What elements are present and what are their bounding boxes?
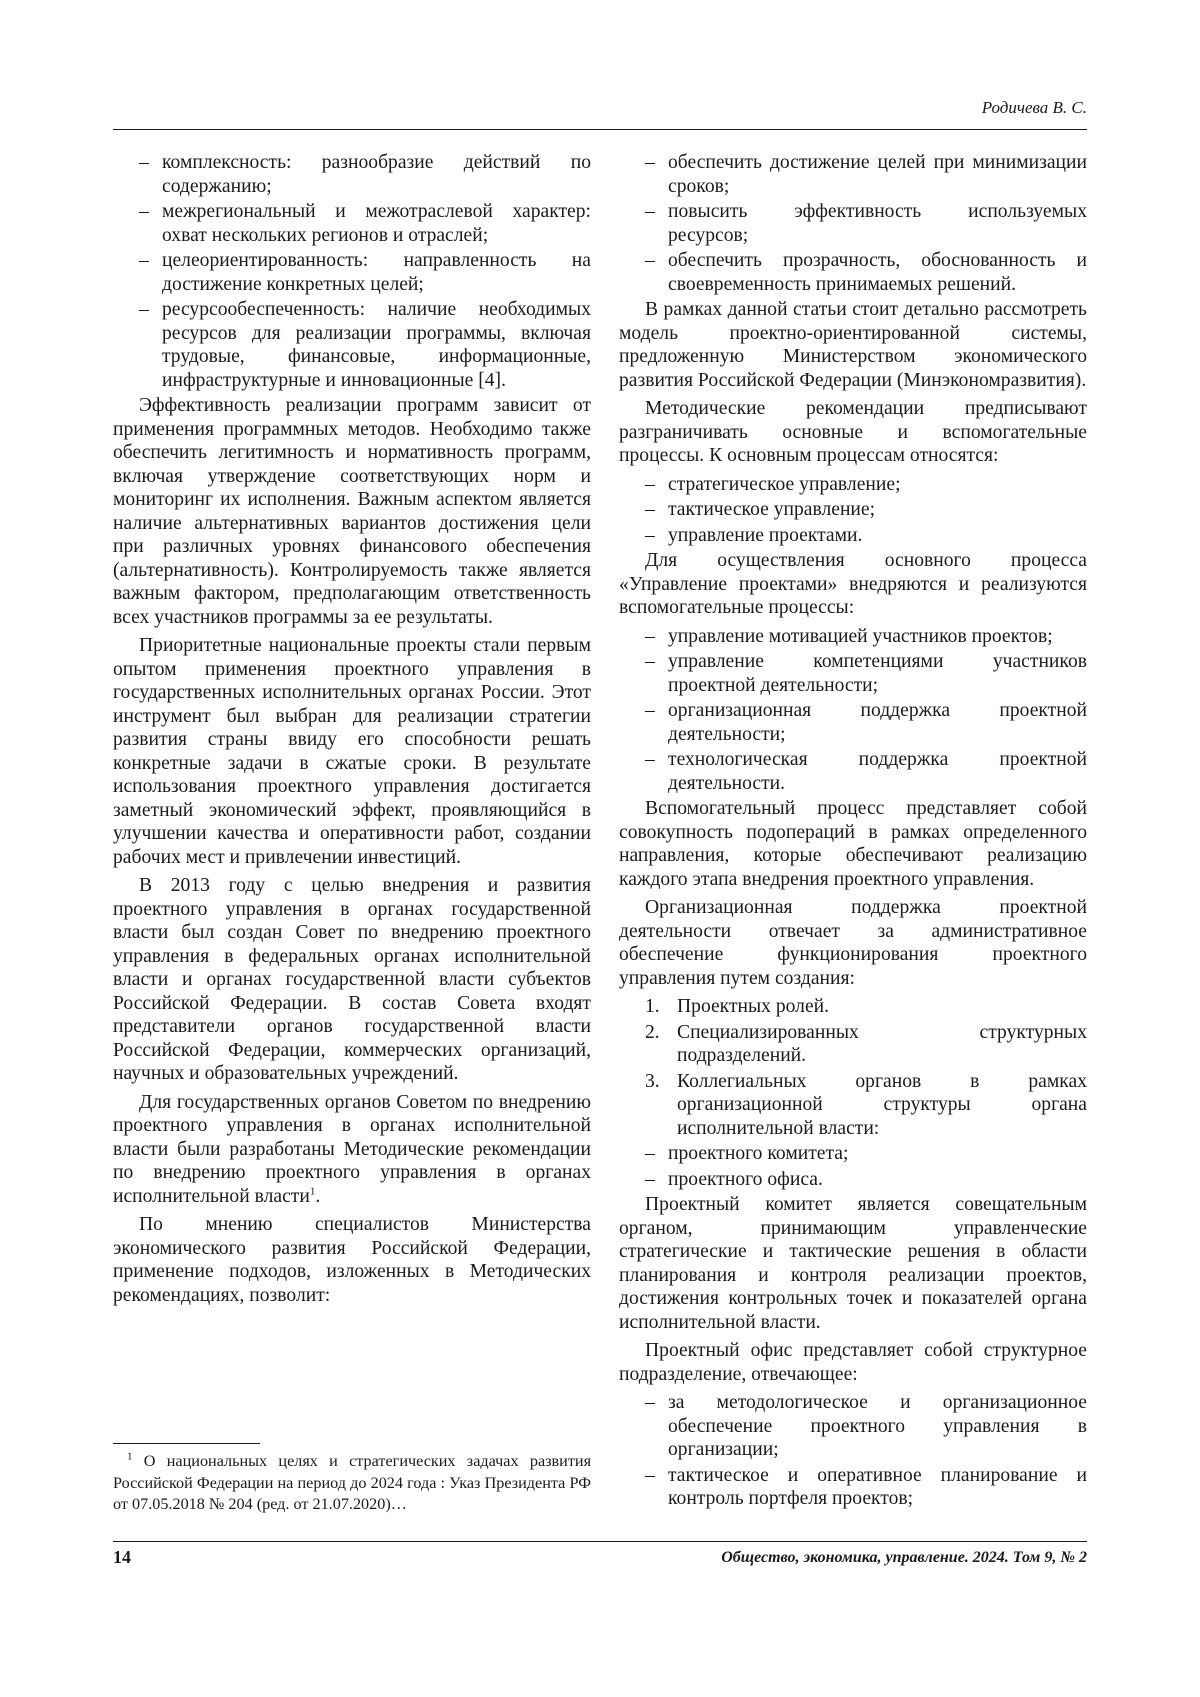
paragraph-text: В 2013 году с целью внедрения и развития проектного управления в органах государственной власти был создан Совет по внедрению проектного управления в федеральных органах исполнительной власти и органах государственной власти субъектов Российской Федерации. В состав Совета входят представители органов государственной власти Российской Федерации, коммерческих организаций, научных и образовательных учреждений.: [113, 875, 591, 1084]
list-item-text: целеориентированность: направленность на достижение конкретных целей;: [162, 250, 591, 295]
list-marker: 3.: [645, 1070, 660, 1092]
page-number: 14: [113, 1547, 131, 1567]
list-item: [113, 200, 591, 247]
list-item: [113, 298, 591, 392]
list-item-text: Специализированных структурных подразделений.: [677, 1021, 1087, 1066]
list-marker: –: [139, 201, 149, 222]
list-item-text: проектного комитета;: [668, 1143, 849, 1164]
list-marker: –: [645, 473, 655, 495]
footnote-rule: [113, 1443, 260, 1444]
list-item: [113, 249, 591, 296]
list-item: [619, 1391, 1087, 1462]
running-head-author: Родичева В. С.: [981, 98, 1087, 117]
paragraph-text: В рамках данной статьи стоит детально рассмотреть модель проектно-ориентированной системы, предложенную Министерством экономического развития Российской Федерации (Минэкономразвития).: [619, 299, 1087, 391]
list-item: [113, 151, 591, 198]
list-item-text: управление проектами.: [668, 524, 863, 546]
list-item: [619, 1464, 1087, 1511]
list-marker: –: [645, 201, 655, 222]
paragraph-text: Для осуществления основного процесса «Управление проектами» внедряются и реализуются вспомогательные процессы:: [619, 550, 1087, 618]
list-marker: –: [645, 749, 655, 770]
list-item: [619, 1070, 1087, 1141]
paragraph-text: Проектный комитет является совещательным органом, принимающим управленческие стратегические и тактические решения в области планирования и контроля реализации проектов, достижения контрольных точек и показателей органа исполнительной власти.: [619, 1194, 1087, 1333]
list-marker: –: [645, 700, 655, 721]
paragraph-text: Организационная поддержка проектной деятельности отвечает за административное обеспечение функционирования проектного управления путем создания:: [619, 897, 1087, 989]
list-item-text: обеспечить достижение целей при минимизации сроков;: [668, 152, 1087, 197]
list-item: [619, 1021, 1087, 1068]
list-marker: –: [139, 299, 149, 320]
list-marker: 1.: [645, 996, 660, 1017]
journal-citation: Общество, экономика, управление. 2024. Том 9, № 2: [721, 1549, 1087, 1566]
list-marker: –: [645, 651, 655, 672]
list-item: [619, 200, 1087, 247]
list-item-text: ресурсообеспеченность: наличие необходимых ресурсов для реализации программы, включая трудовые, финансовые, информационные, инфраструктурные и инновационные [4].: [162, 299, 591, 391]
footnote: [113, 1451, 591, 1516]
list-marker: 2.: [645, 1021, 660, 1043]
list-item-text: проектного офиса.: [668, 1168, 823, 1190]
header-rule: [113, 129, 1087, 130]
list-item: [619, 699, 1087, 746]
list-marker: –: [645, 1464, 655, 1486]
list-item-text: Коллегиальных органов в рамках организационной структуры органа исполнительной власти:: [677, 1070, 1087, 1139]
list-marker: –: [645, 152, 655, 173]
list-marker: –: [645, 1168, 655, 1190]
list-item: [619, 473, 1087, 497]
list-item-text: стратегическое управление;: [668, 473, 901, 495]
list-item-text: межрегиональный и межотраслевой характер: охват нескольких регионов и отраслей;: [162, 201, 591, 246]
list-item-text: тактическое управление;: [668, 499, 876, 520]
left-column: [113, 151, 591, 1312]
list-item-text: за методологическое и организационное обеспечение проектного управления в организации;: [668, 1392, 1087, 1460]
paragraph: [113, 1091, 591, 1209]
list-item-text: управление мотивацией участников проектов;: [668, 625, 1053, 647]
paragraph-text: По мнению специалистов Министерства экономического развития Российской Федерации, применение подходов, изложенных в Методических рекомендациях, позволит:: [113, 1214, 591, 1306]
footnote-text: [113, 1451, 591, 1516]
footnote-ref: 1: [309, 1184, 316, 1197]
list-item-text: повысить эффективность используемых ресурсов;: [668, 201, 1087, 246]
paragraph-text: Для государственных органов Советом по внедрению проектного управления в органах исполнительной власти были разработаны Методические рекомендации по внедрению проектного управления в органах исполнительной власти: [113, 1091, 591, 1207]
paragraph: [619, 397, 1087, 468]
list-item-text: Проектных ролей.: [677, 996, 830, 1017]
list-marker: –: [645, 625, 655, 647]
list-marker: –: [139, 152, 149, 173]
right-column: [619, 151, 1087, 1513]
list-item: [619, 1168, 1087, 1192]
footnote-body: О национальных целях и стратегических задачах развития Российской Федерации на период до 2024 года : Указ Президента РФ от 07.05.2018 № 204 (ред. от 21.07.2020)…: [113, 1452, 592, 1513]
paragraph: [619, 298, 1087, 392]
list-item-text: тактическое и оперативное планирование и контроль портфеля проектов;: [668, 1464, 1087, 1509]
list-item-text: управление компетенциями участников проектной деятельности;: [668, 651, 1087, 696]
list-marker: –: [645, 250, 655, 271]
list-item: [619, 748, 1087, 795]
list-item-text: обеспечить прозрачность, обоснованность и своевременность принимаемых решений.: [668, 250, 1087, 295]
list-item-text: организационная поддержка проектной деятельности;: [668, 700, 1087, 745]
footnote-number: 1: [127, 1450, 133, 1463]
paragraph: [113, 874, 591, 1086]
list-item: [619, 498, 1087, 522]
paragraph-tail: .: [315, 1185, 321, 1207]
paragraph: [619, 797, 1087, 891]
list-item-text: технологическая поддержка проектной деятельности.: [668, 749, 1087, 794]
list-marker: –: [645, 524, 655, 546]
list-item: [619, 1142, 1087, 1166]
paragraph: [619, 1339, 1087, 1386]
list-marker: –: [645, 499, 655, 520]
paragraph-text: Методические рекомендации предписывают разграничивать основные и вспомогательные процессы. К основным процессам относятся:: [619, 398, 1087, 466]
list-marker: –: [139, 250, 149, 271]
paragraph: [619, 896, 1087, 990]
paragraph: [113, 634, 591, 869]
list-item: [619, 650, 1087, 697]
paragraph-text: Приоритетные национальные проекты стали первым опытом применения проектного управления в государственных исполнительных органах России. Этот инструмент был выбран для реализации стратегии развития страны ввиду его способности решать конкретные задачи в сжатые сроки. В результате использования проектного управления достигается заметный экономический эффект, проявляющийся в улучшении качества и оперативности работ, создании рабочих мест и привлечении инвестиций.: [113, 635, 591, 868]
list-item: [619, 524, 1087, 548]
paragraph-text: Эффективность реализации программ зависит от применения программных методов. Необходимо также обеспечить легитимность и нормативность программ, включая утверждение соответствующих норм и мониторинг их исполнения. Важным аспектом является наличие альтернативных вариантов достижения цели при различных уровнях финансового обеспечения (альтернативность). Контролируемость также является важным фактором, предполагающим ответственность всех участников программы за ее результаты.: [113, 395, 591, 628]
footer-rule: [113, 1541, 1087, 1542]
paragraph: [619, 1193, 1087, 1334]
paragraph-text: Проектный офис представляет собой структурное подразделение, отвечающее:: [619, 1340, 1087, 1385]
list-item-text: комплексность: разнообразие действий по содержанию;: [162, 152, 591, 197]
list-item: [619, 625, 1087, 649]
paragraph-text: Вспомогательный процесс представляет собой совокупность подопераций в рамках определенного направления, которые обеспечивают реализацию каждого этапа внедрения проектного управления.: [619, 798, 1087, 890]
list-item: [619, 151, 1087, 198]
list-item: [619, 995, 1087, 1019]
list-item: [619, 249, 1087, 296]
list-marker: –: [645, 1143, 655, 1164]
paragraph: [113, 1213, 591, 1307]
list-marker: –: [645, 1392, 655, 1413]
paragraph: [619, 549, 1087, 620]
paragraph: [113, 394, 591, 629]
